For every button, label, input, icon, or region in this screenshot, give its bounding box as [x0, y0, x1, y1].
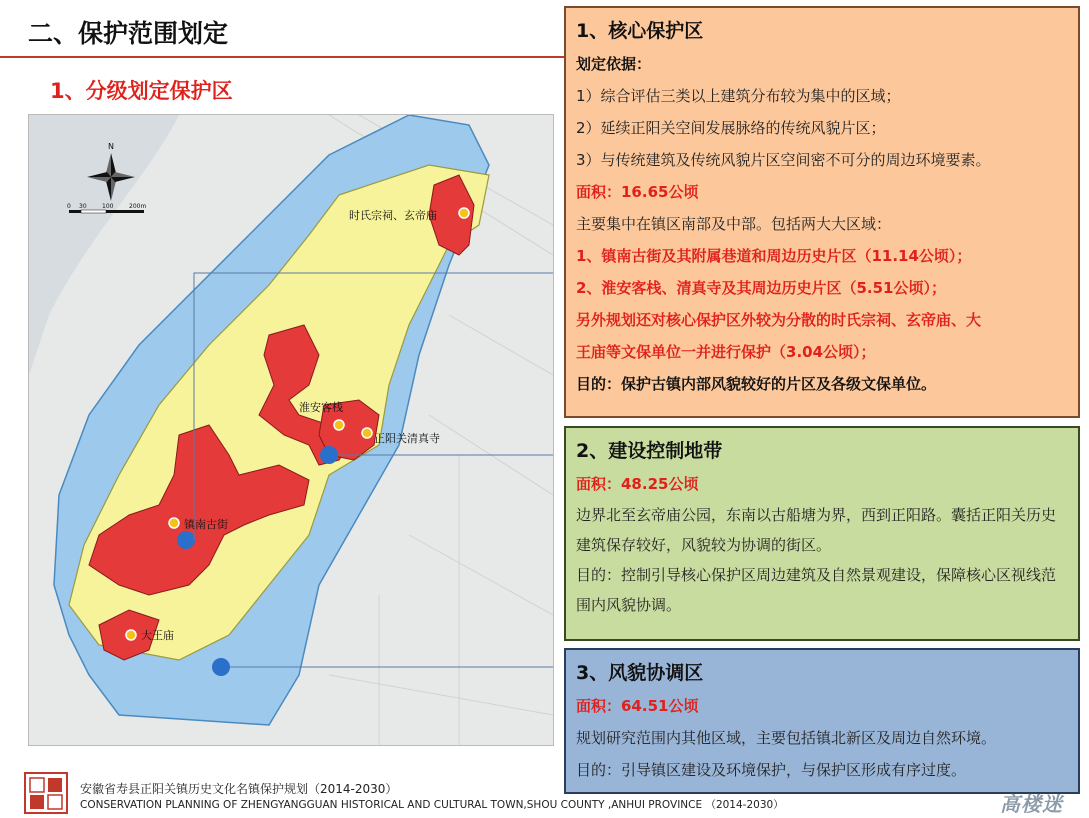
harmony-zone-panel — [564, 648, 1080, 794]
footer-title-en: CONSERVATION PLANNING OF ZHENGYANGGUAN HISTORICAL AND CULTURAL TOWN,SHOU COUNTY ,ANHUI PROVINCE （2014-2030） — [80, 799, 784, 811]
marker-shi-xuan — [459, 208, 469, 218]
scale-label-200m: 200m — [129, 203, 147, 210]
core-zone-goal: 目的：保护古镇内部风貌较好的片区及各级文保单位。 — [576, 375, 937, 393]
label-old-street: 镇南古街 — [184, 518, 228, 531]
control-zone-desc: 边界北至玄帝庙公园，东南以古船塘为界，西到正阳路。囊括正阳关历史建筑保存较好，风貌较为协调的街区。 — [576, 506, 1057, 554]
seal-logo-icon — [24, 772, 68, 814]
core-zone-basis-label: 划定依据： — [576, 55, 652, 73]
core-zone-basis-1: 1）综合评估三类以上建筑分布较为集中的区域； — [576, 87, 901, 105]
harmony-zone-desc: 规划研究范围内其他区域，主要包括镇北新区及周边自然环境。 — [576, 729, 997, 747]
watermark-logo: 高楼迷 — [1000, 792, 1063, 816]
callout-dot-control — [320, 446, 338, 464]
core-zone-item-2: 2、淮安客栈、清真寺及其周边历史片区（5.51公顷）； — [576, 279, 946, 297]
scale-bar — [67, 203, 146, 213]
harmony-zone-goal: 目的：引导镇区建设及环境保护，与保护区形成有序过度。 — [576, 761, 967, 779]
core-zone-title: 1、核心保护区 — [576, 20, 704, 42]
control-zone-goal: 目的：控制引导核心保护区周边建筑及自然景观建设，保障核心区视线范围内风貌协调。 — [576, 566, 1057, 614]
scale-label-30: 30 — [79, 203, 87, 210]
map-svg — [29, 115, 553, 745]
label-mosque: 正阳关清真寺 — [374, 432, 440, 445]
core-zone-panel — [564, 6, 1080, 418]
label-huaian: 淮安客栈 — [299, 401, 343, 414]
label-dawang: 大王庙 — [141, 629, 174, 642]
callout-dot-core — [177, 531, 195, 549]
page-title: 二、保护范围划定 — [28, 19, 229, 48]
core-zone-item-4: 王庙等文保单位一并进行保护（3.04公顷）； — [576, 343, 876, 361]
core-zone-basis-2: 2）延续正阳关空间发展脉络的传统风貌片区； — [576, 119, 886, 137]
core-zone-item-3: 另外规划还对核心保护区外较为分散的时氏宗祠、玄帝庙、大 — [576, 311, 982, 329]
label-shi-xuan: 时氏宗祠、玄帝庙 — [349, 209, 437, 222]
scale-label-100: 100 — [102, 203, 114, 210]
harmony-zone-title: 3、风貌协调区 — [576, 662, 704, 684]
north-label: N — [108, 142, 114, 151]
core-zone-desc: 主要集中在镇区南部及中部。包括两大大区域： — [576, 215, 892, 233]
conservation-map — [28, 114, 554, 746]
control-zone-area: 面积：48.25公顷 — [576, 475, 699, 493]
title-divider — [0, 56, 565, 58]
marker-huaian — [334, 420, 344, 430]
core-zone-basis-3: 3）与传统建筑及传统风貌片区空间密不可分的周边环境要素。 — [576, 151, 991, 169]
scale-label-0: 0 — [67, 203, 71, 210]
callout-dot-harmony — [212, 658, 230, 676]
marker-dawang — [126, 630, 136, 640]
harmony-zone-area: 面积：64.51公顷 — [576, 697, 699, 715]
control-zone-title: 2、建设控制地带 — [576, 440, 723, 462]
core-zone-item-1: 1、镇南古街及其附属巷道和周边历史片区（11.14公顷）； — [576, 247, 972, 265]
footer-title-cn: 安徽省寿县正阳关镇历史文化名镇保护规划（2014-2030） — [80, 782, 398, 796]
marker-mosque — [362, 428, 372, 438]
section-subtitle: 1、分级划定保护区 — [50, 79, 233, 103]
core-zone-area: 面积：16.65公顷 — [576, 183, 699, 201]
marker-old-street — [169, 518, 179, 528]
control-zone-panel — [564, 426, 1080, 641]
